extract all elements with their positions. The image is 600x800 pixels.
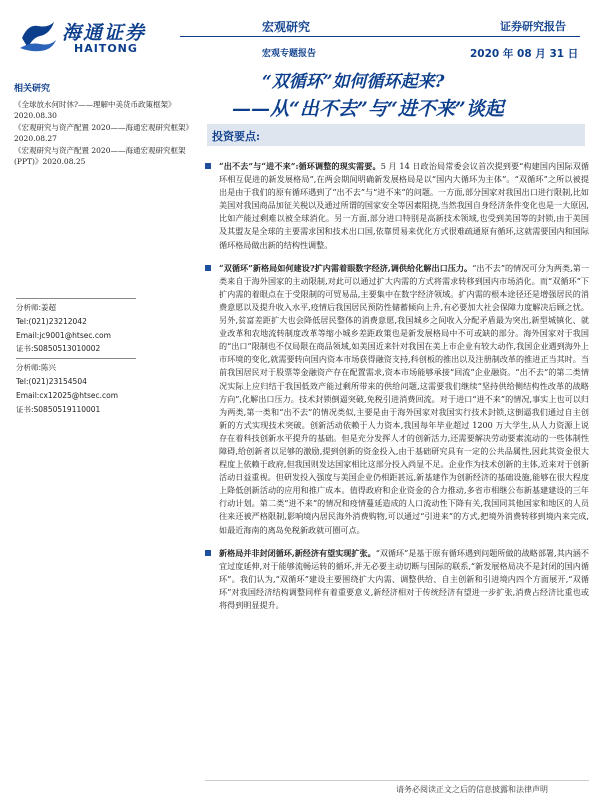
logo-english-name: HAITONG: [74, 42, 138, 55]
report-category: 证券研究报告: [500, 20, 566, 33]
main-content: [205, 160, 589, 622]
key-point-paragraph: [205, 262, 589, 537]
invest-points-title: 投资要点:: [212, 130, 261, 143]
analyst-email[interactable]: Email:cx12025@htsec.com: [16, 390, 118, 400]
paragraph-body: “双循环”是基于原有循环遇到问题所做的战略部署,其内涵不宜过度延伸,对于能够流畅运转的循环,并无必要主动切断与国际的联系,“新发展格局决不是封闭的国内循环”。我们认为,“双循环”建设主要围绕扩大内需、调整供给、自主创新和引进境内四个方面展开,“双循环”对我国经济结构调整同样有着重要意义,新经济相对于传统经济有望进一步扩张,消费占经济比重也或将得到明显提升。: [219, 547, 589, 610]
paragraph-lead: “双循环”新格局如何建设?扩内需着眼数字经济,调供给化解出口压力。: [219, 262, 473, 273]
report-header: [0, 0, 600, 62]
square-bullet-icon: [205, 163, 211, 169]
analyst-name: 分析师:姜超: [16, 303, 57, 312]
related-item[interactable]: 《全球放水何时休?——理解中美货币政策框架》2020.08.30: [14, 99, 176, 120]
analyst-name: 分析师:陈兴: [16, 363, 57, 373]
related-item[interactable]: 《宏观研究与资产配置 2020——海通宏观研究框架(PPT)》2020.08.25: [14, 145, 186, 166]
report-title-line2: ——从“出不去”与“进不来”谈起: [232, 98, 504, 120]
logo-chinese-name: 海通证券: [62, 22, 147, 44]
report-title-line1: “双循环”如何循环起来?: [262, 72, 445, 92]
haitong-logo-icon: [18, 18, 58, 54]
invest-points-banner: [207, 124, 585, 146]
analyst-tel: Tel:(021)23212042: [16, 316, 87, 326]
key-point-paragraph: [205, 547, 589, 612]
related-research-title: 相关研究: [14, 84, 51, 94]
analyst-info: [16, 296, 192, 416]
disclaimer-footer: 请务必阅读正文之后的信息披露和法律声明: [396, 785, 548, 794]
related-research-list: [14, 99, 192, 168]
header-divider: [180, 36, 580, 37]
analyst-cert: 证书:S0850513010002: [16, 344, 101, 354]
related-item[interactable]: 《宏观研究与资产配置 2020——海通宏观研究框架》2020.08.27: [14, 122, 190, 143]
analyst-divider: [16, 298, 136, 299]
analyst-email[interactable]: Email:jc9001@htsec.com: [16, 330, 111, 340]
sidebar-related: [14, 84, 192, 168]
analyst-divider: [16, 358, 136, 359]
paragraph-lead: “出不去”与“进不来”:循环调整的现实需要。: [219, 161, 381, 171]
square-bullet-icon: [205, 265, 211, 271]
paragraph-body: “出不去”的情况可分为两类,第一类来自于海外国家的主动限制,对此可以通过扩大内需的方式将需求转移到国内市场消化。而“双循环”下扩内需的着眼点在于受限制的可贸易品,主要集中在数字经济领域。扩内需的根本途径还是增强居民的消费意愿以及提升收入水平,疫情后我国居民预防性储蓄倾向上升,有必要加大社会保障力度解决后顾之忧。另外,贫富差距扩大也会降低居民整体的消费意愿,我国城乡之间收入分配矛盾最为突出,新型城镇化、就业改革和农地流转制度改革等缩小城乡差距政策也是新发展格局中不可或缺的部分。海外国家对于我国的“出口”限制也不仅局限在商品领域,如美国近来针对我国在美上市企业有较大动作,我国企业遇到海外上市环境的变化,就需要转向国内资本市场获得融资支持,科创板的推出以及注册制改革的推进正当其时。当前我国居民对于股票等金融资产存在配置需求,资本市场能够承接“回流”企业融资。“出不去”的第二类情况实际上应归结于我国低效产能过剩所带来的供给问题,这需要我们继续“坚持供给侧结构性改革的战略方向”,化解出口压力。技术封锁倒逼突破,免税引进消费回流。对于进口“进不来”的情况,事实上也可以归为两类,第一类和“出不去”的情况类似,主要是由于海外国家对我国实行技术封锁,这倒逼我们通过自主创新的方式实现技术突破。创新活动依赖于人力资本,我国每年毕业超过 1200 万大学生,从人力资源上说存在着科技创新水平提升的基础。但是充分发挥人才的创新活力,还需要解决劳动要素流动的一些体制性障碍,给创新者以足够的激励,提到创新的资金投入,由于基础研究具有一定的公共品属性,因此其资金很大程度上依赖于政府,但我国则发达国家相比这部分投入尚显不足。企业作为技术创新的主体,近来对于创新活动日益重视。但研发投入强度与美国企业仍相距甚远,新基建作为创新经济的基础设施,能够在很大程度上降低创新活动的应用和推广成本。值得政府和企业资金的合力推动,多省市相继公布新基建建设的三年行动计划。第二类“进不来”的情况和疫情蔓延造成的人口流动性下降有关,我国同其他国家和地区的人员往来还被严格限制,影响境内居民海外消费购物,可以通过“引进来”的方式,把境外消费转移到境内来完成,如最近海南的离岛免税新政就可圈可点。: [219, 262, 589, 535]
company-logo: [18, 16, 168, 58]
paragraph-lead: 新格局并非封闭循环,新经济有望实现扩张。: [219, 547, 376, 558]
square-bullet-icon: [205, 550, 211, 556]
report-date: 2020 年 08 月 31 日: [470, 48, 579, 60]
footer-divider: [205, 780, 589, 781]
report-type: 宏观研究: [262, 20, 311, 34]
analyst-cert: 证书:S0850519110001: [16, 404, 101, 414]
key-point-paragraph: [205, 160, 589, 252]
paragraph-body: 5 月 14 日政治局常委会议首次提到要“构建国内国际双循环相互促进的新发展格局”,在两会期间明确新发展格局是以“国内大循环为主体”。“双循环”之所以被提出是由于我们的原有循环遇到了“出不去”与“进不来”的问题。一方面,部分国家对我国出口进行限制,比如美国对我国商品加征关税以及通过所谓的国家安全等因素阻挠,当然我国自身经济条件变化也是一大原因,比如产能过剩难以被全球消化。另一方面,部分进口特别是高新技术领域,也受到美国等的封锁,由于美国及其盟友是全球的主要需求国和技术出口国,依靠贸易来优化方式很难疏通原有循环,这就需要国内和国际循环格局做出新的结构性调整。: [219, 161, 589, 250]
analyst-tel: Tel:(021)23154504: [16, 376, 87, 386]
report-subtype: 宏观专题报告: [262, 49, 317, 59]
